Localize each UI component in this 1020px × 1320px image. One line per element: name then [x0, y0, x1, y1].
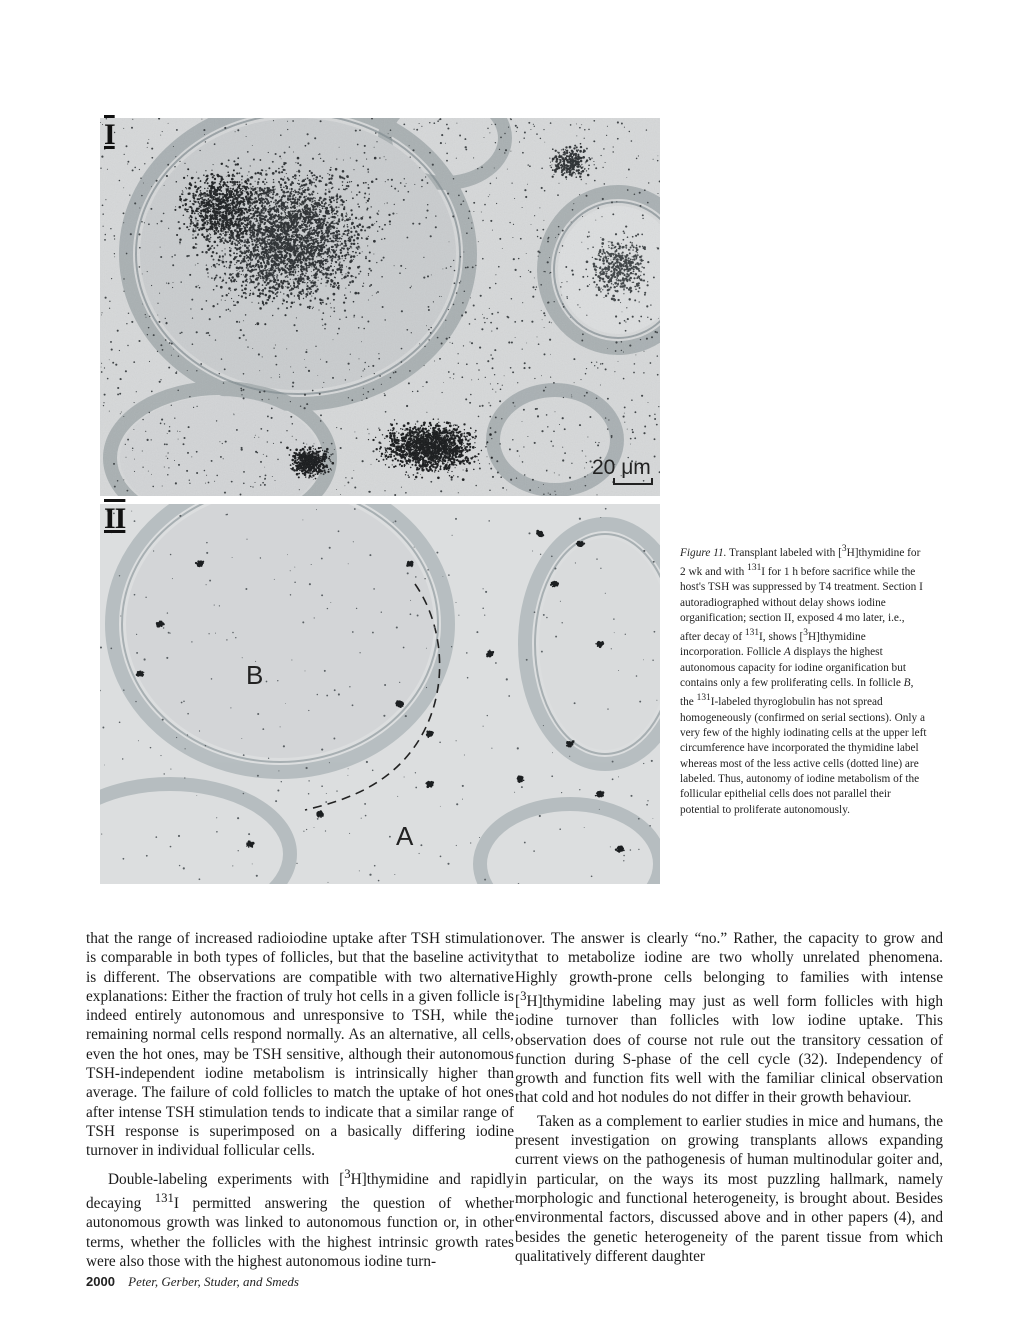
caption-text: Transplant labeled with [$^3$H]thymidine for 2 wk and with $^{131}$I for 1 h before sacrifice while the host's TSH was suppressed by T4 treatment. Section I autoradiographed without delay shows iodine organification; section II, exposed 4 mo later, i.e., after decay of $^{131}$I, shows [$^3$H]thymidine incorporation. Follicle A displays the highest autonomous capacity for iodine organification but contains only a few proliferating cells. In follicle B, the $^{131}$I-labeled thyroglobulin has not spread homogeneously (confirmed on serial sections). Only a very few of the highly iodinating cells at the upper left circumference have incorporated the thymidine label whereas most of the less active cells (dotted line) are labeled. Thus, autonomy of iodine metabolism of the follicular epithelial cells does not parallel their potential to proliferate autonomously.	[680, 544, 927, 816]
panel-label-ii: II	[104, 502, 126, 535]
figure-panel-ii	[100, 504, 660, 884]
running-authors: Peter, Gerber, Studer, and Smeds	[128, 1274, 299, 1289]
body-column-left	[86, 929, 514, 1271]
autoradiograph-section-i	[100, 118, 660, 496]
panel-label-i: I	[104, 118, 115, 151]
paragraph: over. The answer is clearly “no.” Rather, the capacity to grow and that to metabolize iodine are two wholly unrelated phenomena. Highly growth-prone cells belonging to families with intense [$^3$H]thymidine labeling may just as well form follicles with high iodine turnover than follicles with low iodine uptake. This observation does of course not rule out the transitory cessation of function during S-phase of the cell cycle (32). Independency of growth and function fits well with the familiar clinical observation that cold and hot nodules do not differ in their growth behaviour.	[515, 930, 943, 1107]
paragraph: that the range of increased radioiodine uptake after TSH stimulation is comparable in both types of follicles, but that the baseline activity is different. The observations are compatible with two alternative explanations: Either the fraction of truly hot cells in a given follicle is indeed entirely autonomous and unresponsive to TSH, while the remaining normal cells respond normally. As an alternative, all cells, even the hot ones, may be TSH sensitive, although their autonomous TSH-independent iodine metabolism is intrinsically higher than average. The failure of cold follicles to match the uptake of hot ones after intense TSH stimulation tends to indicate that a similar range of TSH response is superimposed on a basically differing iodine turnover in individual follicular cells.	[86, 930, 514, 1160]
body-column-right	[515, 929, 943, 1266]
figure-panel-i	[100, 118, 660, 496]
scale-bar	[613, 478, 653, 485]
follicle-label-b: B	[246, 660, 264, 690]
paragraph: Double-labeling experiments with [$^3$H]thymidine and rapidly decaying $^{131}$I permitted answering the question of whether autonomous growth was linked to autonomous function or, in other terms, whether the follicles with the highest intrinsic growth rates were also those with the highest autonomous iodine turn-	[86, 1166, 514, 1270]
paragraph: Taken as a complement to earlier studies in mice and humans, the present investigation on growing transplants allows expanding current views on the pathogenesis of human multinodular goiter and, in particular, on the ways its most puzzling hallmark, namely morphologic and functional heterogeneity, is brought about. Besides environmental factors, discussed above and in other papers (4), and besides the genetic heterogeneity of the parent tissue from which qualitatively different daughter	[515, 1112, 943, 1265]
page-footer	[86, 1274, 299, 1290]
page-number: 2000	[86, 1274, 115, 1289]
figure-caption-label: Figure 11.	[680, 546, 727, 559]
follicle-label-a: A	[396, 821, 414, 851]
scale-bar-label: 20 μm	[592, 456, 651, 479]
figure-caption	[680, 542, 928, 818]
autoradiograph-section-ii	[100, 504, 660, 884]
